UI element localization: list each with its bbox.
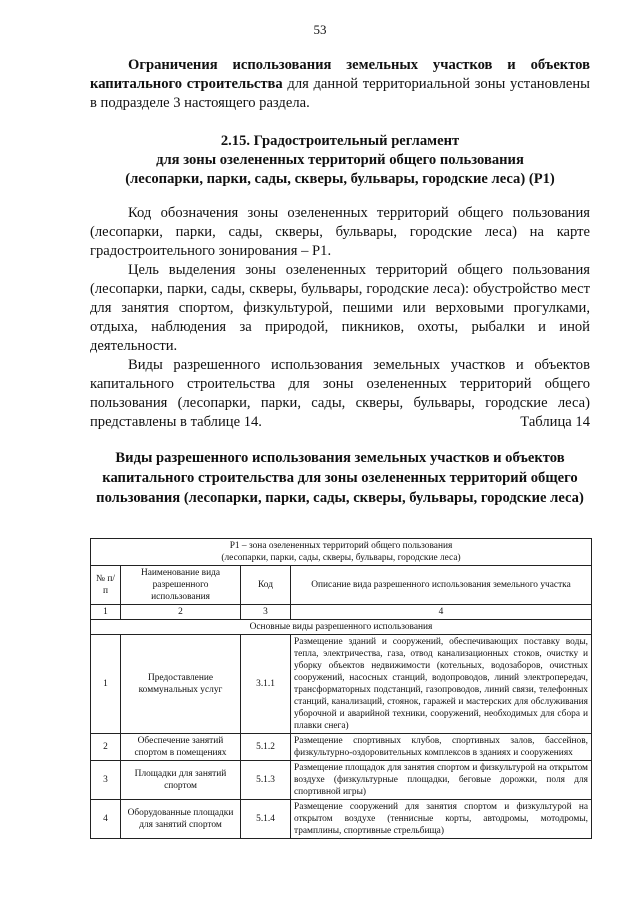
section-heading-line3: (лесопарки, парки, сады, скверы, бульвары, городские леса) (Р1) [125, 171, 555, 187]
intro-rest-text: для данной территориальной зоны установлены в подразделе 3 настоящего раздела. [90, 76, 590, 111]
intro-paragraph [90, 56, 590, 113]
row-desc: Размещение площадок для занятия спортом и физкультурой на открытом воздухе (физкультурные площадки, беговые дорожки, поля для спортивной игры) [291, 761, 592, 800]
row-name: Оборудованные площадки для занятий спортом [121, 800, 241, 839]
section-heading [90, 132, 590, 189]
header-code: Код [241, 566, 291, 605]
row-name: Площадки для занятий спортом [121, 761, 241, 800]
column-number: 4 [291, 605, 592, 620]
header-desc: Описание вида разрешенного использования земельного участка [291, 566, 592, 605]
row-num: 1 [91, 635, 121, 734]
row-num: 4 [91, 800, 121, 839]
row-desc: Размещение сооружений для занятия спортом и физкультурой на открытом воздухе (теннисные корты, автодромы, мотодромы, трамплины, спортивные стрельбища) [291, 800, 592, 839]
table-row [91, 800, 592, 839]
paragraph-zone-purpose: Цель выделения зоны озелененных территорий общего пользования (лесопарки, парки, сады, скверы, бульвары, городские леса): обустройство мест для занятия спортом, физкультурой, пешими или верховыми прогулками, отдыха, наблюдения за природой, пикников, охоты, рыбалки и иной деятельности. [90, 262, 590, 354]
page-number: 53 [313, 22, 327, 37]
row-num: 3 [91, 761, 121, 800]
section-heading-line2: для зоны озелененных территорий общего пользования [156, 152, 524, 168]
table-caption: Таблица 14 [520, 414, 590, 430]
table-zone-title [91, 539, 592, 566]
table-row [91, 734, 592, 761]
table-zone-title-row [91, 539, 592, 566]
row-code: 3.1.1 [241, 635, 291, 734]
table-section-label: Основные виды разрешенного использования [91, 620, 592, 635]
paragraph-permitted-uses: Виды разрешенного использования земельных участков и объектов капитального строительства для зоны озелененных территорий общего пользования (лесопарки, парки, сады, скверы, бульвары, городские леса) представлены в таблице 14. [90, 357, 590, 430]
table-row [91, 761, 592, 800]
row-num: 2 [91, 734, 121, 761]
row-name: Обеспечение занятий спортом в помещениях [121, 734, 241, 761]
paragraph-zone-code: Код обозначения зоны озелененных территорий общего пользования (лесопарки, парки, сады, скверы, бульвары, городские леса) на карте градостроительного зонирования – Р1. [90, 205, 590, 259]
row-code: 5.1.4 [241, 800, 291, 839]
section-heading-line1: 2.15. Градостроительный регламент [220, 133, 460, 149]
permitted-uses-table [90, 538, 592, 839]
table-row [91, 635, 592, 734]
row-code: 5.1.2 [241, 734, 291, 761]
header-name: Наименование вида разрешенного использования [121, 566, 241, 605]
column-number: 2 [121, 605, 241, 620]
row-code: 5.1.3 [241, 761, 291, 800]
table-zone-title-line2: (лесопарки, парки, сады, скверы, бульвары, городские леса) [221, 553, 461, 563]
table-header-row [91, 566, 592, 605]
body-text [90, 204, 590, 432]
row-desc: Размещение зданий и сооружений, обеспечивающих поставку воды, тепла, электричества, газа, отвод канализационных стоков, очистку и уборку объектов недвижимости (котельных, водозаборов, очистных сооружений, насосных станций, водопроводов, линий электропередач, трансформаторных подстанций, газопроводов, линий связи, телефонных станций, канализаций, стоянок, гаражей и мастерских для обслуживания уборочной и аварийной техники, сооружений, необходимых для сбора и плавки снега) [291, 635, 592, 734]
table-zone-title-line1: Р1 – зона озелененных территорий общего пользования [229, 541, 453, 551]
row-desc: Размещение спортивных клубов, спортивных залов, бассейнов, физкультурно-оздоровительных комплексов в зданиях и сооружениях [291, 734, 592, 761]
column-number: 1 [91, 605, 121, 620]
column-number: 3 [241, 605, 291, 620]
header-num: № п/п [91, 566, 121, 605]
table-column-numbers-row [91, 605, 592, 620]
intro-bold-text: Ограничения использования земельных участков и объектов капитального строительства [90, 57, 590, 92]
table-section-row [91, 620, 592, 635]
row-name: Предоставление коммунальных услуг [121, 635, 241, 734]
table-title: Виды разрешенного использования земельных участков и объектов капитального строительства для зоны озелененных территорий общего пользования (лесопарки, парки, сады, скверы, бульвары, городские леса) [96, 450, 584, 506]
